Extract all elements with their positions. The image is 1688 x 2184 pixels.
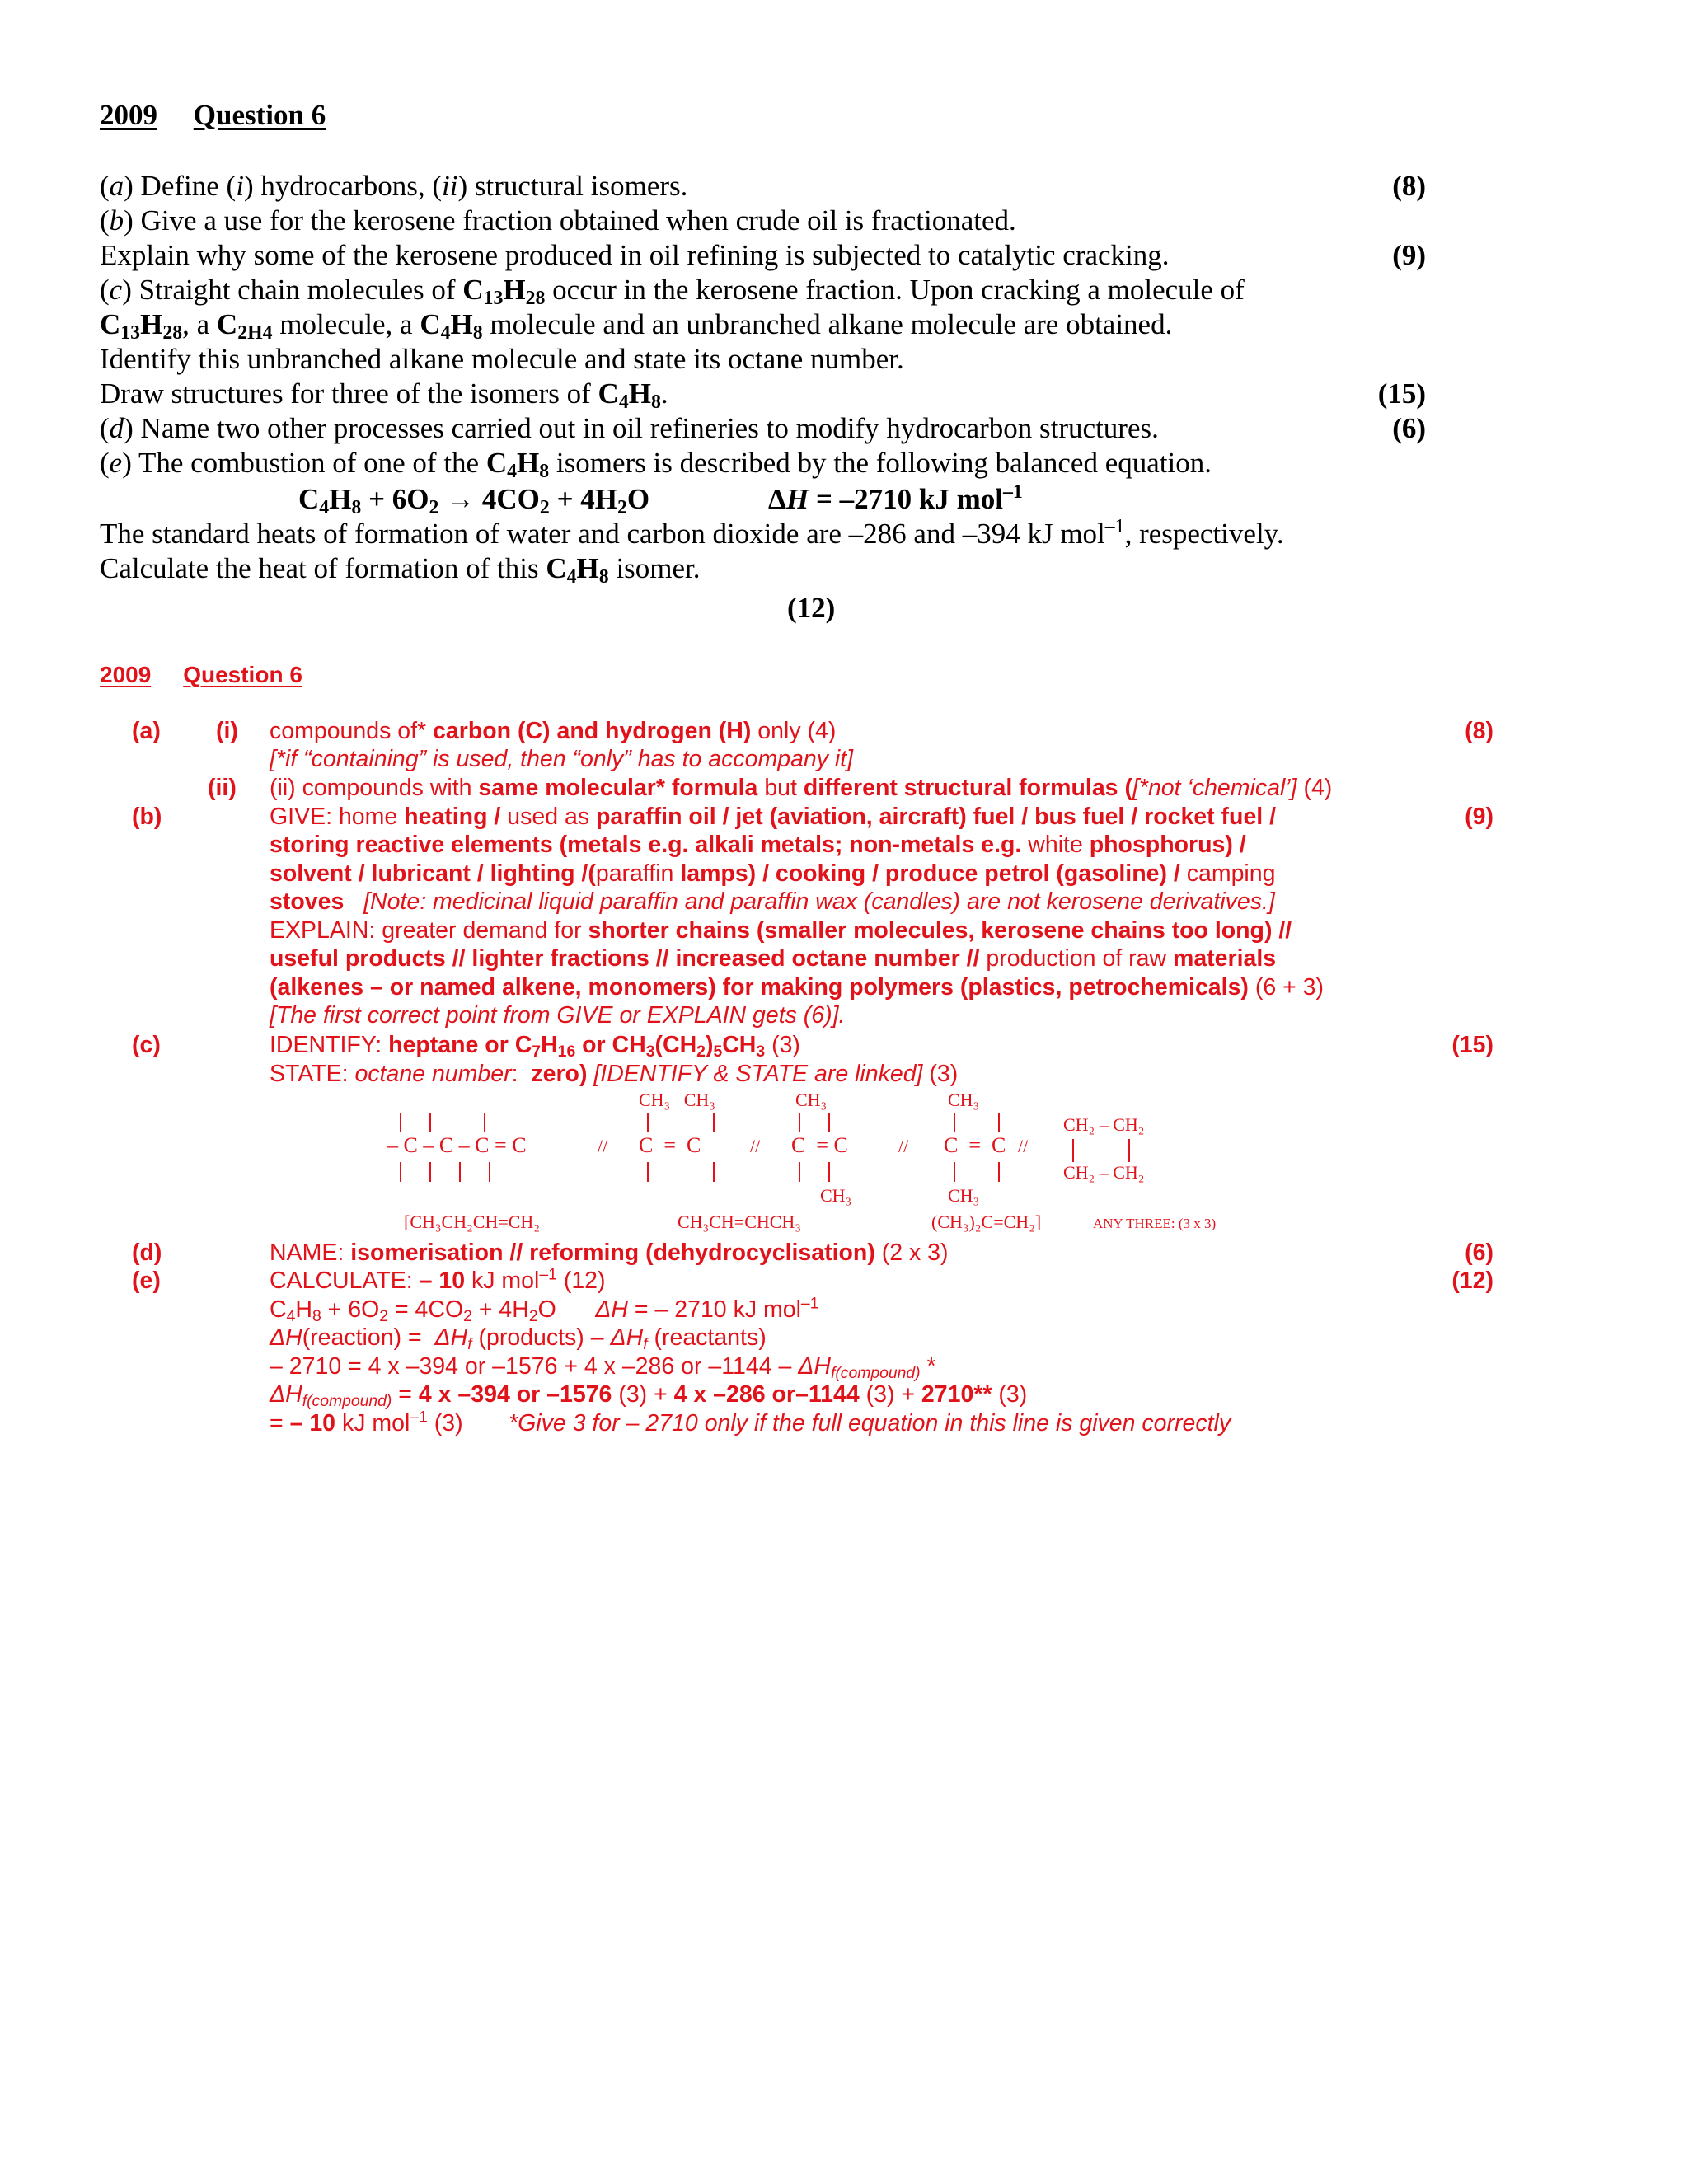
svg-text:C = C: C = C	[791, 1133, 848, 1157]
structure-cyclobutane	[1063, 1114, 1144, 1183]
scheme-c-1: IDENTIFY: heptane or $C_7H_{16}$ or $CH_3(CH_2)_5CH_3$ (3)	[270, 1032, 800, 1061]
scheme-e-2: $C_4H_8 + 6O_2 = 4CO_2 + 4H_2O$ ΔH = – 2710 kJ mol$^{-1}$	[270, 1294, 819, 1325]
scheme-b-8: [The first correct point from GIVE or EXPLAIN gets (6)].	[270, 1002, 846, 1029]
scheme-year: 2009	[100, 662, 152, 687]
svg-text:CH₃CH=CHCH₃: CH₃CH=CHCH₃	[678, 1212, 801, 1232]
question-c-1: (c) Straight chain molecules of $C_{13}H_{28}$ occur in the kerosene fraction. Upon cracking a molecule of	[100, 274, 1245, 309]
question-a-mark: (8)	[1392, 170, 1426, 202]
scheme-mark-e: (12)	[1451, 1268, 1493, 1294]
scheme-mark-d: (6)	[1465, 1240, 1493, 1266]
scheme-e-3: ΔH(reaction) = $\Delta H_f$ (products) – $\Delta H_f$ (reactants)	[270, 1324, 767, 1353]
question-e-1: (e) The combustion of one of the $C_4H_8$ isomers is described by the following balanced equation.	[100, 447, 1212, 482]
question-e-3: Calculate the heat of formation of this $C_4H_8$ isomer.	[100, 552, 701, 588]
svg-text:CH₃: CH₃	[820, 1185, 852, 1206]
scheme-title: Question 6	[183, 662, 302, 687]
svg-text://: //	[1018, 1136, 1029, 1156]
question-e-3-text: Calculate the heat of formation of this	[100, 552, 539, 584]
question-c-4: Draw structures for three of the isomers of $C_4H_8$.	[100, 377, 668, 413]
svg-text:CH₂ – CH₂: CH₂ – CH₂	[1063, 1114, 1145, 1135]
scheme-b-6: useful products // lighter fractions // increased octane number // production of raw materials	[270, 945, 1277, 972]
svg-text://: //	[598, 1136, 608, 1156]
svg-text:CH₃: CH₃	[948, 1185, 980, 1206]
scheme-label-ii: (ii)	[208, 775, 237, 801]
scheme-e-6: = – 10 kJ mol$^{-1}$ (3) *Give 3 for – 2710 only if the full equation in this line is given correctly	[270, 1408, 1231, 1436]
scheme-a-i: compounds of* carbon (C) and hydrogen (H) only (4)	[270, 718, 837, 744]
svg-text:(CH₃)₂C=CH₂]: (CH₃)₂C=CH₂]	[931, 1212, 1042, 1232]
svg-text:CH₂ – CH₂: CH₂ – CH₂	[1063, 1162, 1145, 1183]
structure-but-1-ene	[387, 1113, 540, 1232]
structure-methylpropene-b	[931, 1090, 1041, 1232]
isomer-structures-figure	[387, 1086, 1294, 1235]
svg-text://: //	[750, 1136, 761, 1156]
question-equation: $C_4H_8 + 6O_2 \to 4CO_2 + 4H_2O$	[298, 483, 650, 518]
scheme-mark-a: (8)	[1465, 718, 1493, 744]
scheme-a-note: [*if “containing” is used, then “only” has to accompany it]	[270, 746, 854, 772]
svg-text:C = C: C = C	[944, 1133, 1006, 1157]
structure-but-2-ene	[639, 1090, 801, 1232]
scheme-mark-b: (9)	[1465, 804, 1493, 830]
scheme-c-2: STATE: octane number: zero) [IDENTIFY & STATE are linked] (3)	[270, 1061, 959, 1087]
scheme-label-d: (d)	[132, 1240, 162, 1266]
scheme-e-1: CALCULATE: – 10 kJ mol$^{-1}$ (12)	[270, 1265, 606, 1294]
scheme-e-4: – 2710 = 4 x –394 or –1576 + 4 x –286 or $-1144 - \Delta H_{f(compound)}$ *	[270, 1353, 936, 1382]
scheme-b-5: EXPLAIN: greater demand for shorter chains (smaller molecules, kerosene chains too long) //	[270, 917, 1292, 944]
scheme-b-2: storing reactive elements (metals e.g. alkali metals; non-metals e.g. white phosphorus) /	[270, 832, 1246, 858]
svg-text:CH₃: CH₃	[795, 1090, 828, 1110]
scheme-label-b: (b)	[132, 804, 162, 830]
question-a: (a) Define (i) hydrocarbons, (ii) structural isomers.	[100, 170, 688, 202]
scheme-label-i: (i)	[216, 718, 238, 744]
question-b-2: Explain why some of the kerosene produced in oil refining is subjected to catalytic cracking.	[100, 239, 1170, 271]
scheme-mark-c: (15)	[1451, 1032, 1493, 1058]
question-enthalpy: ΔH = –2710 kJ mol$^{-1}$	[768, 480, 1023, 515]
svg-text:[CH₃CH₂CH=CH₂: [CH₃CH₂CH=CH₂	[404, 1212, 540, 1232]
structures-note: ANY THREE: (3 x 3)	[1093, 1216, 1217, 1231]
svg-text:CH₃: CH₃	[948, 1090, 980, 1110]
question-c-2: $C_{13}H_{28}$, a $C_{2H4}$ molecule, a $C_4H_8$ molecule and an unbranched alkane molecule are obtained.	[100, 308, 1173, 344]
question-b-mark: (9)	[1392, 239, 1426, 271]
question-b-1: (b) Give a use for the kerosene fraction obtained when crude oil is fractionated.	[100, 204, 1016, 237]
scheme-d: NAME: isomerisation // reforming (dehydrocyclisation) (2 x 3)	[270, 1240, 949, 1266]
question-year: 2009	[100, 99, 157, 131]
question-c-3: Identify this unbranched alkane molecule and state its octane number.	[100, 343, 904, 375]
scheme-e-5: $\Delta H_{f(compound)} = 4$ x –394 or –1576 (3) + 4 x –286 or–1144 (3) + 2710** (3)	[270, 1381, 1028, 1410]
scheme-label-e: (e)	[132, 1268, 161, 1294]
scheme-b-3: solvent / lubricant / lighting /(paraffin lamps) / cooking / produce petrol (gasoline) / camping	[270, 860, 1276, 887]
question-d-mark: (6)	[1392, 412, 1426, 444]
question-title: Question 6	[193, 99, 326, 131]
scheme-label-c: (c)	[132, 1032, 161, 1058]
svg-text:CH₃ CH₃: CH₃ CH₃	[639, 1090, 715, 1110]
scheme-label-a: (a)	[132, 718, 161, 744]
scheme-heading	[100, 662, 302, 688]
scheme-b-1: GIVE: home heating / used as paraffin oil / jet (aviation, aircraft) fuel / bus fuel / rocket fuel /	[270, 804, 1277, 830]
question-e-2: The standard heats of formation of water and carbon dioxide are –286 and –394 kJ mol$^{-1}$, respectively.	[100, 515, 1284, 550]
svg-text:C = C: C = C	[639, 1133, 701, 1157]
question-c-mark: (15)	[1377, 377, 1426, 410]
scheme-b-7: (alkenes – or named alkene, monomers) for making polymers (plastics, petrochemicals) (6 + 3)	[270, 974, 1325, 1001]
question-heading	[100, 99, 326, 132]
structure-methylpropene-a	[791, 1090, 851, 1206]
scheme-a-ii: (ii) compounds with same molecular* formula but different structural formulas ([*not ‘chemical’] (4)	[270, 775, 1333, 801]
svg-text://: //	[898, 1136, 909, 1156]
question-d: (d) Name two other processes carried out in oil refineries to modify hydrocarbon structures.	[100, 412, 1159, 444]
question-e-mark: (12)	[787, 592, 836, 624]
scheme-b-4: stoves [Note: medicinal liquid paraffin and paraffin wax (candles) are not kerosene derivatives.]	[270, 888, 1275, 915]
svg-text:– C – C – C = C: – C – C – C = C	[387, 1133, 527, 1157]
